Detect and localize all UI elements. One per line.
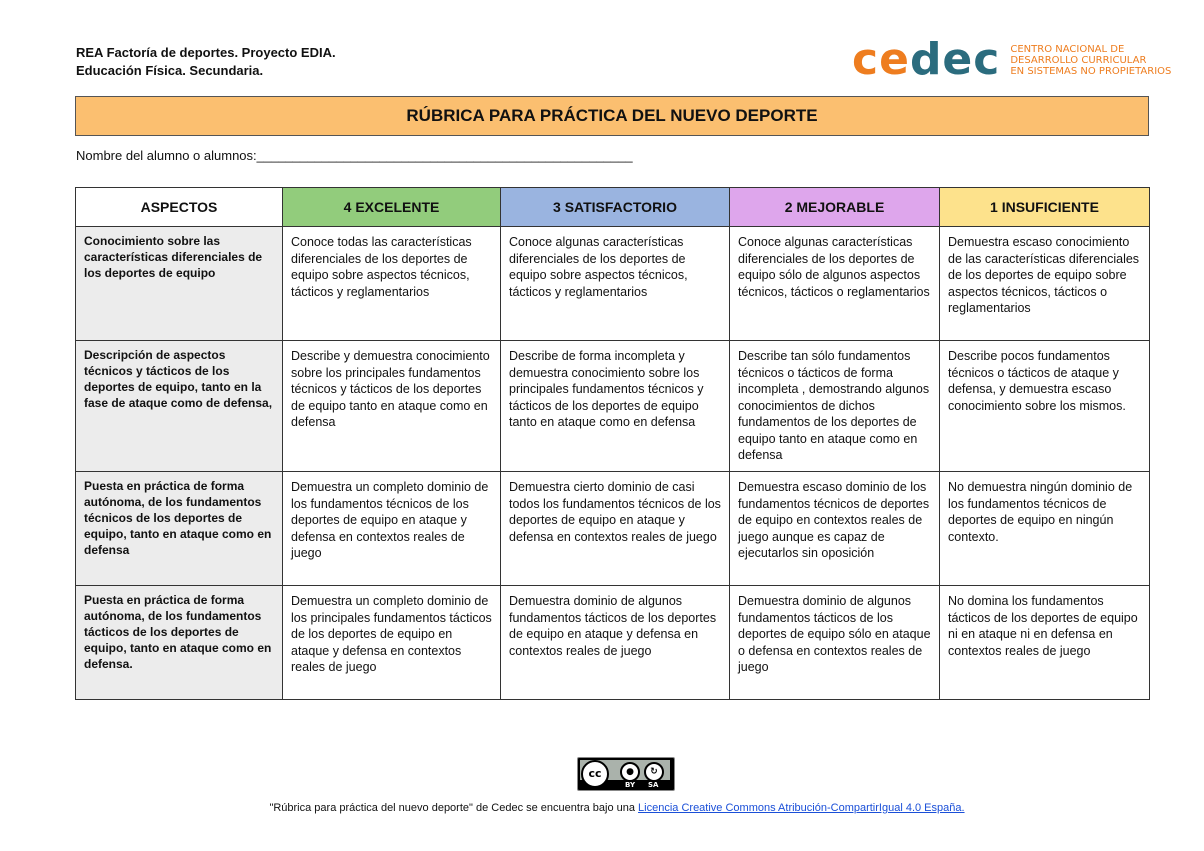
- cedec-subtitle-line2: DESARROLLO CURRICULAR: [1010, 54, 1147, 66]
- criteria-cell-1: Describe pocos fundamentos técnicos o tácticos de ataque y defensa, y demuestra escaso conocimiento sobre los mismos.: [940, 341, 1150, 472]
- header-satisfactorio: 3 SATISFACTORIO: [501, 188, 730, 227]
- table-row: [76, 227, 1150, 341]
- header-excelente: 4 EXCELENTE: [283, 188, 501, 227]
- criteria-cell-2: Demuestra dominio de algunos fundamentos tácticos de los deportes de equipo sólo en ataque o defensa en contextos reales de juego: [730, 586, 940, 700]
- wordmark-part-ce: ce: [852, 34, 910, 85]
- table-row: [76, 341, 1150, 472]
- rubric-title: RÚBRICA PARA PRÁCTICA DEL NUEVO DEPORTE: [75, 96, 1149, 136]
- creative-commons-badge[interactable]: [577, 757, 675, 791]
- criteria-cell-2: Conoce algunas características diferenciales de los deportes de equipo sólo de algunos aspectos técnicos, tácticos o reglamentarios: [730, 227, 940, 341]
- header-project-line: REA Factoría de deportes. Proyecto EDIA.: [76, 45, 336, 60]
- criteria-cell-3: Demuestra cierto dominio de casi todos los fundamentos técnicos de los deportes de equipo en ataque y defensa en contextos reales de juego: [501, 472, 730, 586]
- aspect-cell: Descripción de aspectos técnicos y tácticos de los deportes de equipo, tanto en la fase de ataque como de defensa,: [76, 341, 283, 472]
- criteria-cell-4: Demuestra un completo dominio de los fundamentos técnicos de los deportes de equipo en ataque y defensa en contextos reales de juego: [283, 472, 501, 586]
- criteria-cell-2: Describe tan sólo fundamentos técnicos o tácticos de forma incompleta , demostrando algunos conocimientos de dichos fundamentos de los deportes de equipo tanto en ataque como en defensa: [730, 341, 940, 472]
- document-header: [76, 44, 336, 80]
- header-mejorable: 2 MEJORABLE: [730, 188, 940, 227]
- criteria-cell-4: Demuestra un completo dominio de los principales fundamentos tácticos de los deportes de equipo en ataque y defensa en contextos reales de juego: [283, 586, 501, 700]
- header-row: [76, 188, 1150, 227]
- aspect-cell: Puesta en práctica de forma autónoma, de los fundamentos técnicos de los deportes de equipo, tanto en ataque como en defensa: [76, 472, 283, 586]
- sa-label: SA: [648, 781, 659, 789]
- cedec-subtitle: [1010, 44, 1171, 77]
- by-label: BY: [625, 781, 636, 789]
- table-row: [76, 586, 1150, 700]
- header-subject-line: Educación Física. Secundaria.: [76, 63, 264, 78]
- cedec-subtitle-line1: CENTRO NACIONAL DE: [1010, 43, 1125, 55]
- criteria-cell-3: Demuestra dominio de algunos fundamentos tácticos de los deportes de equipo en ataque y defensa en contextos reales de juego: [501, 586, 730, 700]
- cedec-logo: [852, 34, 1172, 85]
- share-alike-icon: ↻: [644, 762, 664, 782]
- criteria-cell-1: Demuestra escaso conocimiento de las características diferenciales de los deportes de equipo sobre aspectos técnicos, tácticos o reglamentarios: [940, 227, 1150, 341]
- criteria-cell-1: No domina los fundamentos tácticos de los deportes de equipo ni en ataque ni en defensa en contextos reales de juego: [940, 586, 1150, 700]
- license-notice: [0, 802, 1204, 814]
- cedec-wordmark: [852, 34, 1001, 85]
- rubric-table: [75, 187, 1150, 700]
- criteria-cell-4: Describe y demuestra conocimiento sobre los principales fundamentos técnicos y tácticos de los deportes de equipo tanto en ataque como en defensa: [283, 341, 501, 472]
- criteria-cell-1: No demuestra ningún dominio de los fundamentos técnicos de deportes de equipo en ningún contexto.: [940, 472, 1150, 586]
- cc-icon: cc: [581, 760, 609, 788]
- table-row: [76, 472, 1150, 586]
- header-insuficiente: 1 INSUFICIENTE: [940, 188, 1150, 227]
- criteria-cell-3: Describe de forma incompleta y demuestra conocimiento sobre los principales fundamentos técnicos y tácticos de los deportes de equipo tanto en ataque como en defensa: [501, 341, 730, 472]
- aspect-cell: Conocimiento sobre las características diferenciales de los deportes de equipo: [76, 227, 283, 341]
- aspect-cell: Puesta en práctica de forma autónoma, de los fundamentos tácticos de los deportes de equipo, tanto en ataque como en defensa.: [76, 586, 283, 700]
- student-name-line: Nombre del alumno o alumnos:____________________________________________________: [76, 148, 633, 163]
- header-aspects: ASPECTOS: [76, 188, 283, 227]
- attribution-person-icon: ●: [620, 762, 640, 782]
- criteria-cell-3: Conoce algunas características diferenciales de los deportes de equipo sobre aspectos técnicos, tácticos y reglamentarios: [501, 227, 730, 341]
- criteria-cell-2: Demuestra escaso dominio de los fundamentos técnicos de deportes de equipo en contextos reales de juego aunque es capaz de ejecutarlos sin oposición: [730, 472, 940, 586]
- criteria-cell-4: Conoce todas las características diferenciales de los deportes de equipo sobre aspectos técnicos, tácticos y reglamentarios: [283, 227, 501, 341]
- wordmark-part-dec: dec: [909, 34, 1001, 85]
- cedec-subtitle-line3: EN SISTEMAS NO PROPIETARIOS: [1010, 65, 1172, 77]
- license-link[interactable]: Licencia Creative Commons Atribución-CompartirIgual 4.0 España.: [638, 802, 965, 814]
- license-notice-text: "Rúbrica para práctica del nuevo deporte" de Cedec se encuentra bajo una: [269, 802, 639, 814]
